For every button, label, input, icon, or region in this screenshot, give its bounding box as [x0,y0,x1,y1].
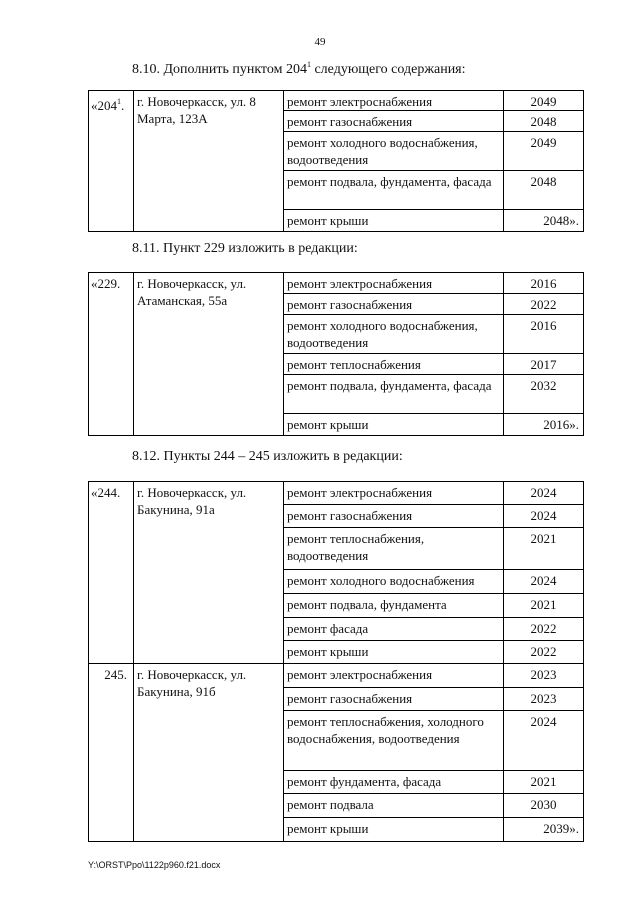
work-year: 2049 [504,91,584,111]
work-year: 2030 [504,794,584,818]
work-type: ремонт подвала [284,794,504,818]
table-item-229 [88,272,584,436]
work-type: ремонт фундамента, фасада [284,771,504,794]
work-type: ремонт электроснабжения [284,664,504,688]
work-year: 2016». [504,414,584,436]
work-type: ремонт крыши [284,210,504,232]
work-year: 2048». [504,210,584,232]
work-year: 2016 [504,315,584,354]
work-type: ремонт фасада [284,618,504,641]
work-type: ремонт крыши [284,641,504,664]
page-number: 49 [314,36,326,48]
work-year: 2048 [504,111,584,132]
work-year: 2024 [504,570,584,594]
item-address: г. Новочеркасск, ул. Бакунина, 91а [134,482,284,664]
work-year: 2021 [504,594,584,618]
item-number: «$204^1$. [89,91,134,232]
work-type: ремонт газоснабжения [284,111,504,132]
work-year: 2024 [504,482,584,505]
work-type: ремонт электроснабжения [284,482,504,505]
item-number: «229. [89,273,134,436]
work-type: ремонт газоснабжения [284,294,504,315]
work-type: ремонт крыши [284,414,504,436]
work-type: ремонт теплоснабжения, холодного водоснабжения, водоотведения [284,711,504,771]
work-type: ремонт электроснабжения [284,91,504,111]
work-type: ремонт теплоснабжения [284,354,504,375]
work-type: ремонт подвала, фундамента, фасада [284,171,504,210]
work-type: ремонт электроснабжения [284,273,504,294]
work-year: 2049 [504,132,584,171]
work-year: 2024 [504,505,584,528]
work-year: 2048 [504,171,584,210]
work-year: 2022 [504,618,584,641]
work-type: ремонт холодного водоснабжения [284,570,504,594]
work-year: 2023 [504,664,584,688]
section-heading-8-11: 8.11. Пункт 229 изложить в редакции: [132,241,358,256]
work-type: ремонт подвала, фундамента, фасада [284,375,504,414]
work-type: ремонт газоснабжения [284,505,504,528]
work-type: ремонт подвала, фундамента [284,594,504,618]
work-year: 2024 [504,711,584,771]
table-items-244-245 [88,481,584,842]
item-number: 245. [89,664,134,842]
work-year: 2021 [504,771,584,794]
section-heading-8-12: 8.12. Пункты 244 – 245 изложить в редакции: [132,449,403,464]
work-year: 2017 [504,354,584,375]
item-address: г. Новочеркасск, ул. 8 Марта, 123А [134,91,284,232]
work-type: ремонт теплоснабжения, водоотведения [284,528,504,570]
file-path-footer: Y:\ORST\Ppo\1122p960.f21.docx [88,860,221,870]
item-address: г. Новочеркасск, ул. Атаманская, 55а [134,273,284,436]
table-row [89,482,584,505]
work-year: 2032 [504,375,584,414]
table-row [89,91,584,111]
work-year: 2022 [504,294,584,315]
work-type: ремонт холодного водоснабжения, водоотведения [284,132,504,171]
work-year: 2016 [504,273,584,294]
work-year: 2039». [504,818,584,842]
table-row [89,273,584,294]
section-heading-8-10: 8.10. Дополнить пунктом $204^1$ следующего содержания: [132,60,466,77]
item-number: «244. [89,482,134,664]
work-year: 2021 [504,528,584,570]
item-address: г. Новочеркасск, ул. Бакунина, 91б [134,664,284,842]
work-type: ремонт холодного водоснабжения, водоотведения [284,315,504,354]
work-year: 2022 [504,641,584,664]
work-type: ремонт крыши [284,818,504,842]
work-year: 2023 [504,688,584,711]
work-type: ремонт газоснабжения [284,688,504,711]
table-item-204-1 [88,90,584,232]
table-row [89,664,584,688]
